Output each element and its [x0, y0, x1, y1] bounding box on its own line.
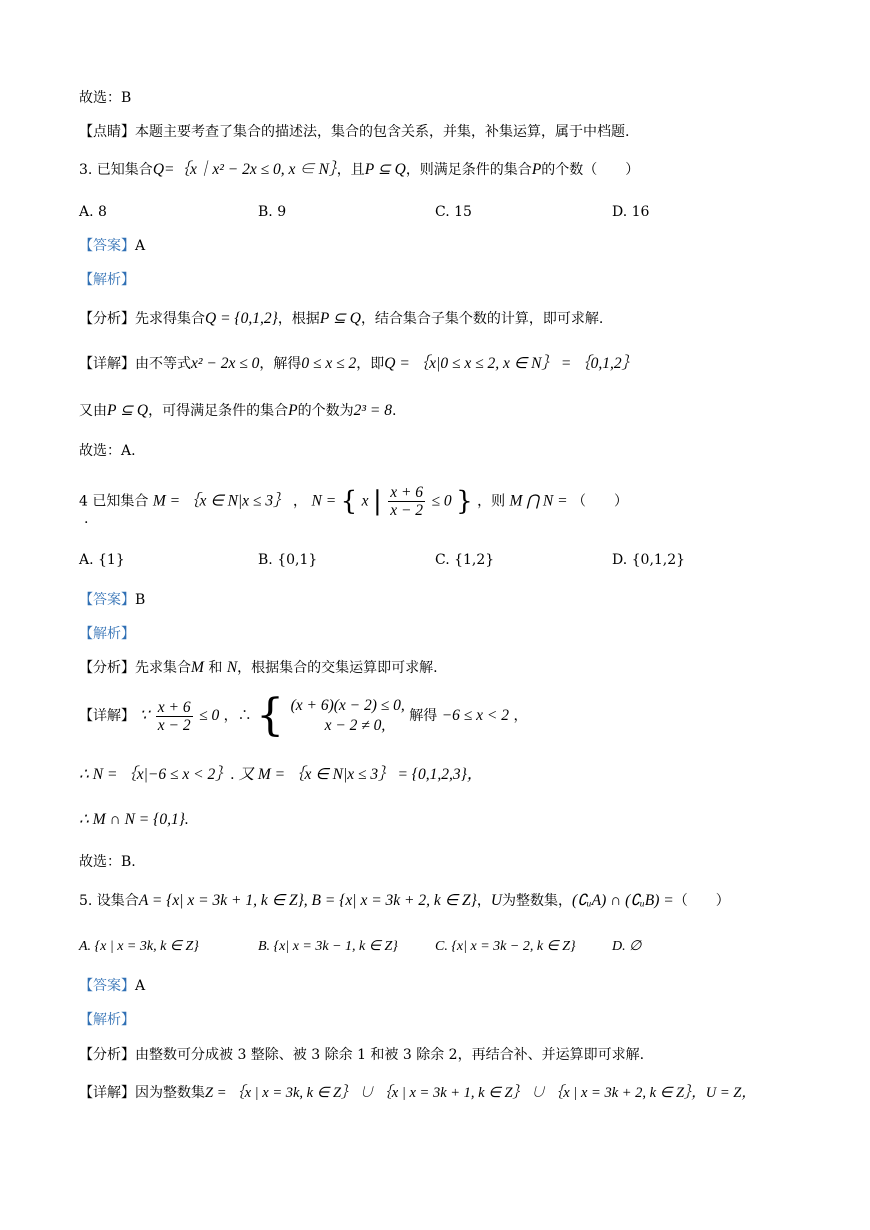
q4-fenxi-and: 和 — [208, 660, 223, 676]
q4-answer-tag: 【答案】 — [79, 592, 135, 608]
q4-because: ∵ — [139, 707, 150, 724]
q3-fenxi-rel: P ⊆ Q — [319, 310, 361, 327]
q5-tail: （ ） — [673, 893, 730, 909]
q3-detail-a: 由不等式 — [135, 356, 191, 372]
q5-fenxi — [79, 1046, 644, 1064]
q3-line2-rel: P ⊆ Q — [107, 402, 149, 419]
q5-option-d: D. ∅ — [612, 939, 642, 954]
q5-answer-tag: 【答案】 — [79, 978, 135, 994]
q4-solve-end: ， — [513, 708, 528, 724]
q4-detail-frac-den: x − 2 — [157, 716, 191, 734]
prev-comment — [79, 123, 629, 141]
q3-stem — [79, 161, 639, 179]
q4-fenxi-b: ，根据集合的交集运算即可求解. — [237, 660, 438, 676]
q3-choice: 故选：A. — [79, 443, 136, 459]
q5-option-c: C. {x| x = 3k − 2, k ∈ Z} — [435, 939, 576, 954]
q4-suffix: ，则 — [477, 493, 506, 510]
q4-bar: | — [372, 486, 382, 517]
q3-detail-set: Q = ｛x|0 ≤ x ≤ 2, x ∈ N｝ = ｛0,1,2｝ — [384, 355, 638, 372]
q4-prefix: 已知集合 — [92, 493, 149, 510]
q4-n-lhs: N = — [311, 492, 337, 510]
q4-frac-den: x − 2 — [390, 502, 424, 519]
q4-detail — [79, 690, 528, 741]
q5-answer-value: A — [135, 978, 146, 994]
q3-answer-value: A — [135, 238, 146, 254]
q4-comma: ， — [293, 493, 308, 510]
q4-detail-frac-num: x + 6 — [157, 698, 191, 716]
q3-analysis-tag: 【解析】 — [79, 272, 135, 288]
q5-detail-tag: 【详解】 — [79, 1085, 135, 1101]
q5-u: U — [490, 892, 503, 909]
q3-line2-a: 又由 — [79, 403, 107, 419]
q5-detail — [79, 1084, 756, 1102]
q5-detail-a: 因为整数集 — [135, 1085, 205, 1101]
q4-detail-frac-rest: ≤ 0 — [199, 707, 220, 724]
q3-detail-ineq: x² − 2x ≤ 0 — [191, 355, 260, 372]
q3-rel: P ⊆ Q — [364, 161, 406, 178]
q4-therefore: ，∴ — [223, 708, 252, 724]
q5-analysis-tag: 【解析】 — [79, 1012, 135, 1028]
q3-option-a: A. 8 — [79, 204, 107, 220]
q5-fenxi-text: 由整数可分成被 3 整除、被 3 除余 1 和被 3 除余 2，再结合补、并运算即可求解. — [135, 1047, 645, 1063]
q4-option-c: C. {1,2} — [435, 552, 495, 568]
q4-stem — [79, 484, 628, 519]
q4-solve-range: −6 ≤ x < 2 — [441, 707, 510, 724]
q4-number-dot: . — [84, 511, 89, 527]
q3-answer — [79, 237, 145, 255]
q3-option-b: B. 9 — [258, 204, 287, 220]
prev-choice: 故选：B — [79, 90, 132, 106]
q4-detail-fraction — [156, 699, 193, 734]
comment-text: 本题主要考查了集合的描述法，集合的包含关系，并集，补集运算，属于中档题. — [135, 124, 630, 140]
q4-answer-value: B — [135, 592, 146, 608]
q3-prefix: 3. 已知集合 — [79, 162, 153, 178]
q3-detail-b: ，解得 — [259, 356, 302, 372]
q4-n-x: x — [361, 492, 369, 510]
q4-system — [291, 696, 405, 736]
q4-system-brace: { — [256, 690, 285, 741]
q3-mid: ，且 — [336, 162, 365, 178]
q4-frac-num: x + 6 — [390, 484, 424, 501]
q4-detail-line-2: ∴ N = ｛x|−6 ≤ x < 2｝. 又 M = ｛x ∈ N|x ≤ 3｝ = {0,1,2,3}， — [79, 766, 483, 783]
q3-line2-end: . — [391, 403, 397, 419]
q3-option-d: D. 16 — [612, 204, 650, 220]
q5-answer — [79, 977, 145, 995]
q3-set-q: Q=｛x｜x² − 2x ≤ 0, x ∈ N｝ — [152, 161, 337, 178]
q4-fenxi-tag: 【分析】 — [79, 660, 135, 676]
q3-option-c: C. 15 — [435, 204, 472, 220]
q3-fenxi-set: Q = {0,1,2} — [205, 310, 278, 327]
q5-prefix: 5. 设集合 — [79, 893, 139, 909]
q5-sets: A = {x| x = 3k + 1, k ∈ Z}, B = {x| x = 3k + 2, k ∈ Z} — [138, 892, 477, 909]
q5-option-b: B. {x| x = 3k − 1, k ∈ Z} — [258, 939, 398, 954]
q4-fenxi-n: N — [226, 659, 238, 676]
q4-left-brace: { — [340, 486, 358, 517]
q4-analysis-tag: 【解析】 — [79, 626, 135, 642]
q4-fraction — [388, 484, 425, 519]
q4-fenxi-a: 先求集合 — [135, 660, 191, 676]
q3-fenxi — [79, 310, 603, 328]
q3-line2-p: P — [288, 402, 298, 419]
q4-right-brace: } — [456, 486, 473, 517]
q3-fenxi-tag: 【分析】 — [79, 311, 135, 327]
q5-option-a: A. {x | x = 3k, k ∈ Z} — [79, 939, 199, 954]
q3-answer-tag: 【答案】 — [79, 238, 135, 254]
q4-expr: M ⋂ N = — [509, 492, 568, 510]
q3-suffix: ，则满足条件的集合 — [405, 162, 532, 178]
q4-answer — [79, 591, 145, 609]
q3-fenxi-a: 先求得集合 — [135, 311, 205, 327]
q3-p: P — [531, 161, 542, 178]
q3-line2-calc: 2³ = 8 — [353, 402, 392, 419]
q5-mid: ， — [476, 893, 491, 909]
q5-expr: (∁ᵤA) ∩ (∁ᵤB) = — [572, 892, 674, 909]
q5-stem — [79, 892, 730, 910]
q3-detail-c: ，即 — [356, 356, 385, 372]
q4-fenxi-m: M — [191, 659, 204, 676]
q3-detail-tag: 【详解】 — [79, 356, 135, 372]
q5-fenxi-tag: 【分析】 — [79, 1047, 135, 1063]
q4-choice: 故选：B. — [79, 854, 136, 870]
q4-number: 4 — [79, 493, 88, 510]
q4-option-d: D. {0,1,2} — [612, 552, 686, 568]
q4-system-line-2: x − 2 ≠ 0, — [324, 717, 386, 734]
q4-system-line-1: (x + 6)(x − 2) ≤ 0, — [290, 697, 405, 714]
q4-fenxi — [79, 659, 438, 677]
q3-detail-range: 0 ≤ x ≤ 2 — [301, 355, 357, 372]
q4-option-a: A. {1} — [79, 552, 125, 568]
q3-line2 — [79, 402, 396, 420]
q3-line2-b: ，可得满足条件的集合 — [148, 403, 289, 419]
q3-line2-c: 的个数为 — [297, 403, 354, 419]
q4-detail-tag: 【详解】 — [79, 708, 135, 724]
comment-tag: 【点睛】 — [79, 124, 135, 140]
q4-detail-line-3: ∴ M ∩ N = {0,1}. — [79, 811, 189, 828]
q3-detail — [79, 355, 637, 373]
q3-tail: 的个数（ ） — [541, 162, 640, 178]
q4-solve: 解得 — [409, 708, 438, 724]
q3-fenxi-b: ，根据 — [277, 311, 320, 327]
q4-n-rest: ≤ 0 — [431, 492, 452, 510]
q4-set-m: M = ｛x ∈ N|x ≤ 3｝ — [152, 492, 289, 510]
q3-fenxi-c: ，结合集合子集个数的计算，即可求解. — [360, 311, 604, 327]
q4-tail: （ ） — [572, 493, 629, 510]
q5-mid2: 为整数集， — [502, 893, 573, 909]
q5-detail-set: Z = ｛x | x = 3k, k ∈ Z｝ ∪ ｛x | x = 3k + 1, k ∈ Z｝ ∪ ｛x | x = 3k + 2, k ∈ Z｝，U = Z， — [205, 1085, 756, 1101]
q4-option-b: B. {0,1} — [258, 552, 318, 568]
